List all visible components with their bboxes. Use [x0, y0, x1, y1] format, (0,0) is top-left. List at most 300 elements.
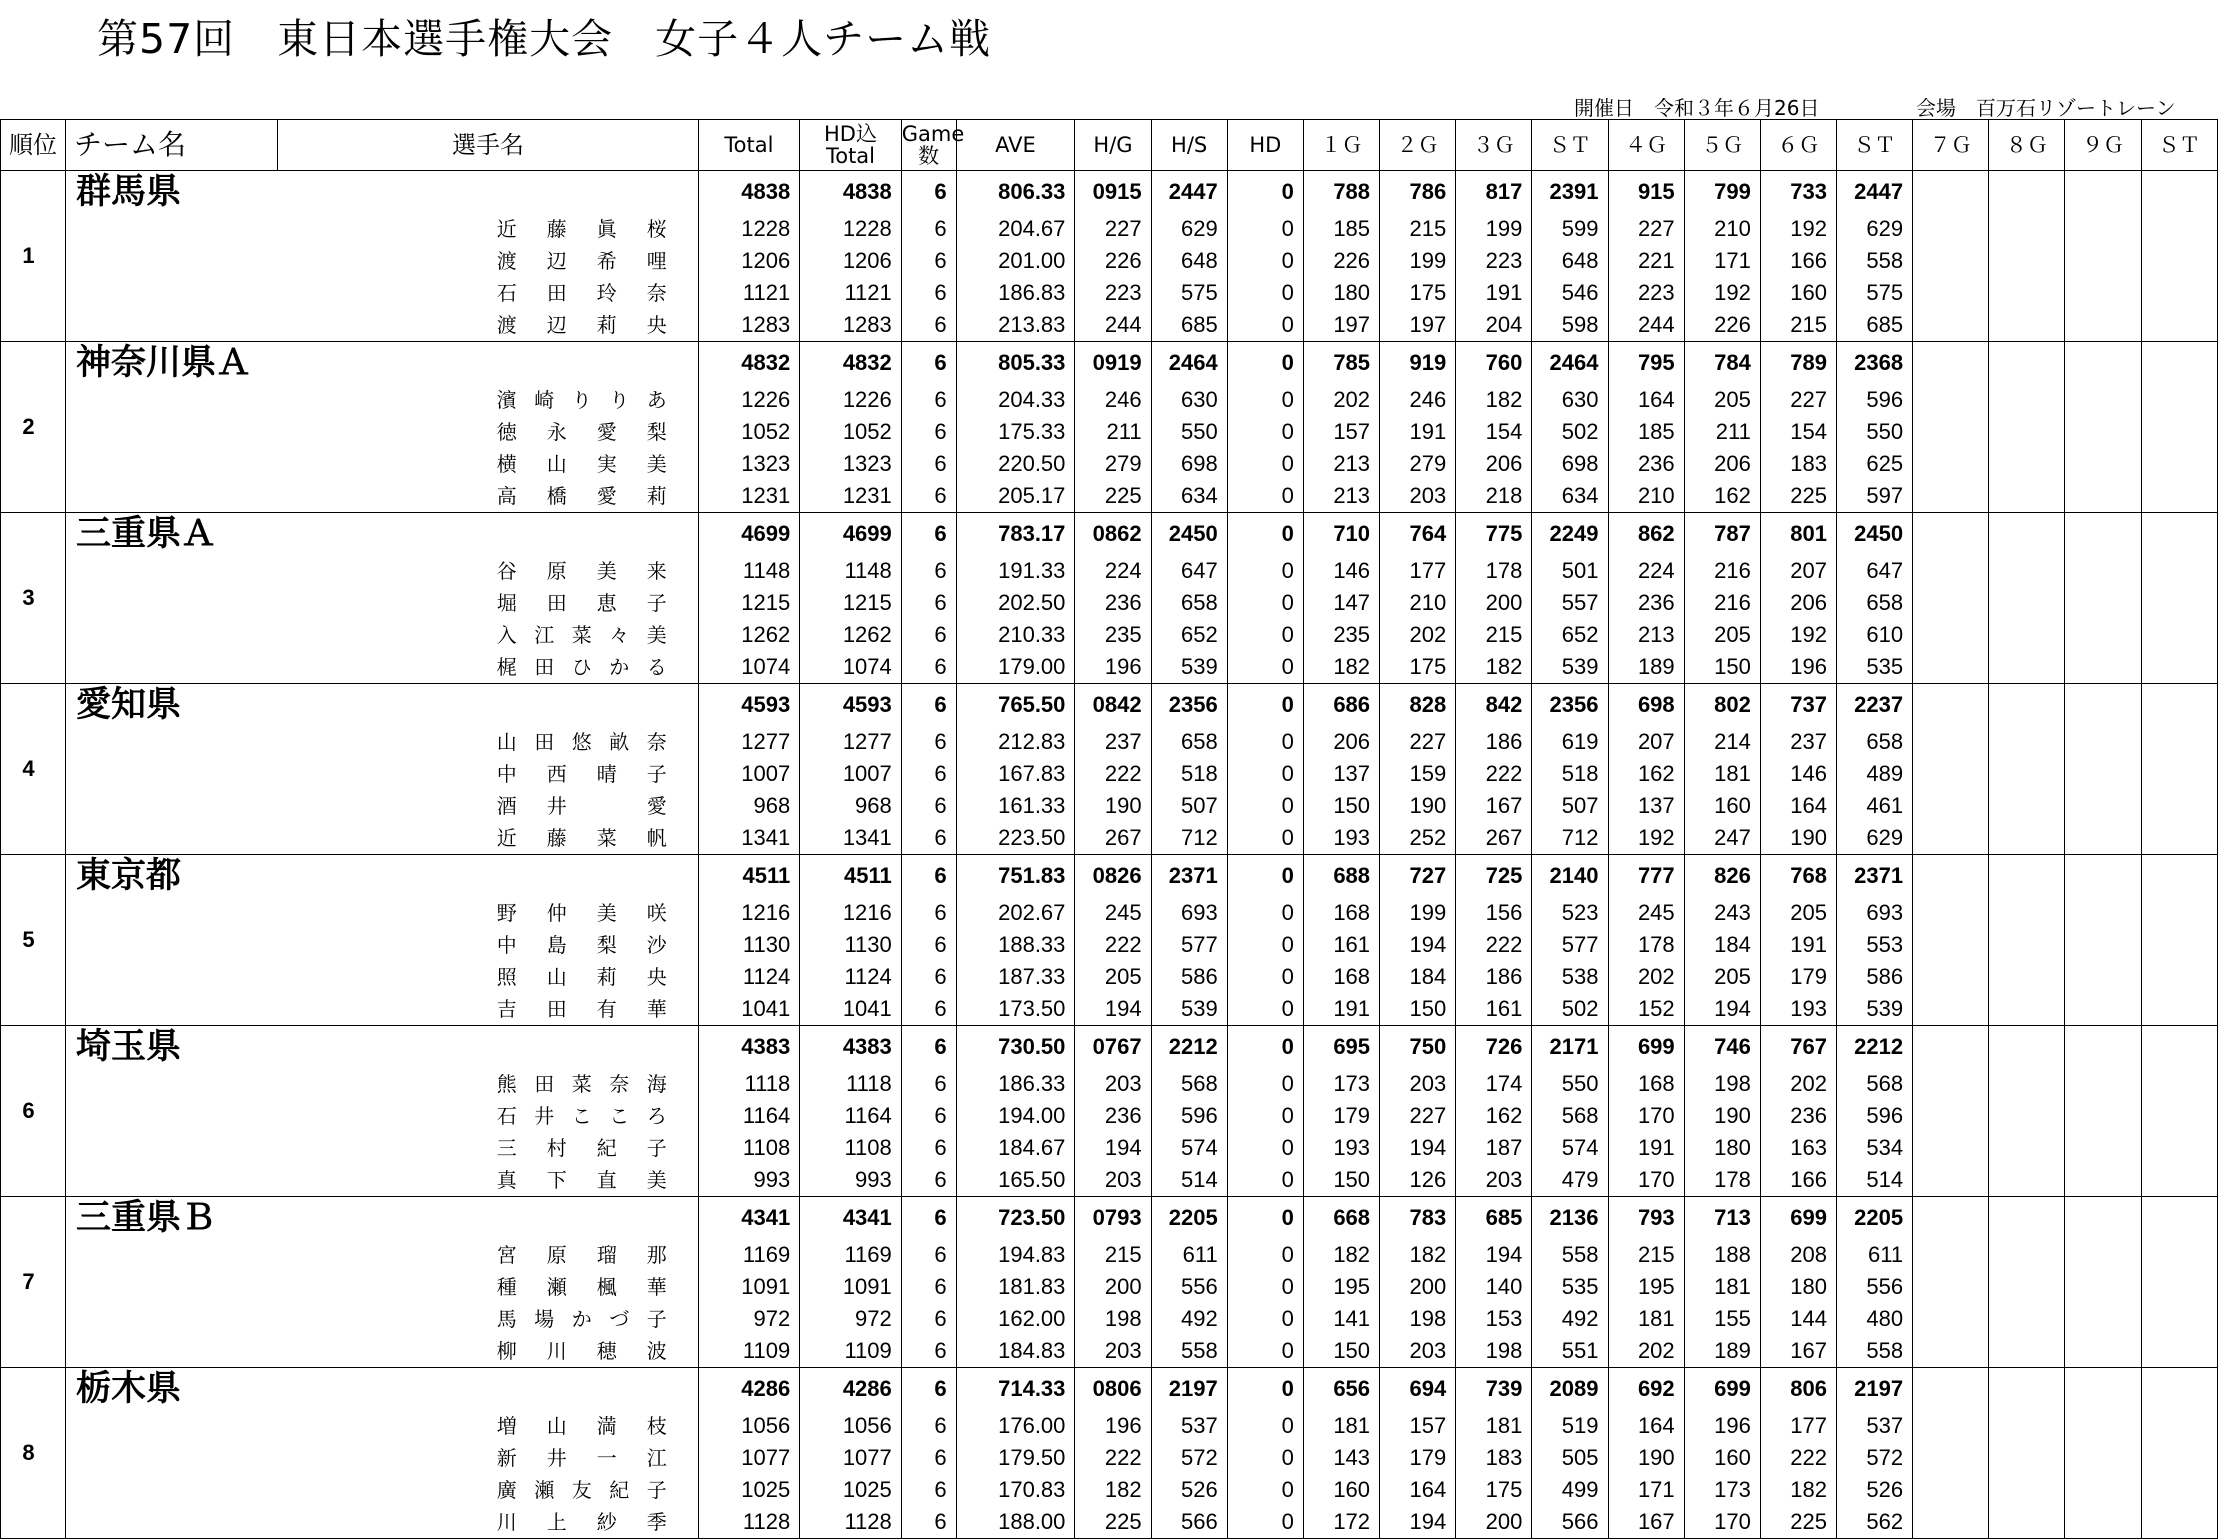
player-value-cell: 1121 — [800, 277, 902, 309]
team-row — [1, 171, 2218, 214]
player-value-cell: 1041 — [800, 993, 902, 1026]
player-value-cell: 535 — [1532, 1271, 1608, 1303]
player-value-cell: 1074 — [800, 651, 902, 684]
player-row — [1, 961, 2218, 993]
player-name: 谷原美来 — [496, 559, 667, 583]
team-value-cell: 2212 — [1836, 1026, 1912, 1069]
player-value-cell: 1164 — [698, 1100, 800, 1132]
player-row — [1, 929, 2218, 961]
player-value-cell: 198 — [1684, 1068, 1760, 1100]
player-value-cell: 537 — [1151, 1410, 1227, 1442]
team-name-spacer — [65, 1303, 277, 1335]
team-name-spacer — [65, 1239, 277, 1271]
player-value-cell: 698 — [1532, 448, 1608, 480]
team-value-cell: 0 — [1227, 1026, 1303, 1069]
player-value-cell: 157 — [1380, 1410, 1456, 1442]
player-value-cell: 216 — [1684, 587, 1760, 619]
player-value-cell: 197 — [1380, 309, 1456, 342]
player-value-cell: 222 — [1075, 758, 1151, 790]
player-value-cell: 518 — [1532, 758, 1608, 790]
player-value-cell: 226 — [1075, 245, 1151, 277]
team-value-cell: 4593 — [698, 684, 800, 727]
player-value-cell: 224 — [1075, 555, 1151, 587]
player-value-cell: 150 — [1684, 651, 1760, 684]
team-name-spacer — [65, 1068, 277, 1100]
player-value-cell: 1130 — [698, 929, 800, 961]
team-name-spacer — [65, 790, 277, 822]
team-value-cell: 727 — [1380, 855, 1456, 898]
player-value-cell: 227 — [1380, 1100, 1456, 1132]
player-value-cell: 6 — [901, 1100, 956, 1132]
player-value-cell: 6 — [901, 726, 956, 758]
player-value-cell: 0 — [1227, 555, 1303, 587]
empty-cell — [1913, 1474, 1989, 1506]
player-value-cell: 1169 — [800, 1239, 902, 1271]
team-value-cell: 2089 — [1532, 1368, 1608, 1411]
player-value-cell: 223 — [1456, 245, 1532, 277]
empty-cell — [1913, 855, 1989, 898]
player-value-cell: 186.83 — [956, 277, 1075, 309]
player-value-cell: 141 — [1303, 1303, 1379, 1335]
player-value-cell: 167 — [1456, 790, 1532, 822]
player-value-cell: 205 — [1684, 619, 1760, 651]
player-value-cell: 235 — [1075, 619, 1151, 651]
team-name: 三重県Ｂ — [65, 1197, 277, 1240]
player-cell — [278, 513, 698, 556]
player-value-cell: 203 — [1075, 1164, 1151, 1197]
player-value-cell: 629 — [1151, 213, 1227, 245]
team-value-cell: 2136 — [1532, 1197, 1608, 1240]
player-value-cell: 222 — [1075, 1442, 1151, 1474]
rank-cell: 1 — [1, 171, 66, 342]
player-value-cell: 173.50 — [956, 993, 1075, 1026]
player-name: 吉田有華 — [496, 997, 667, 1021]
team-row — [1, 1368, 2218, 1411]
player-value-cell: 201.00 — [956, 245, 1075, 277]
player-name-cell — [278, 651, 698, 684]
player-value-cell: 526 — [1151, 1474, 1227, 1506]
player-value-cell: 178 — [1456, 555, 1532, 587]
player-value-cell: 634 — [1151, 480, 1227, 513]
player-value-cell: 534 — [1836, 1132, 1912, 1164]
player-value-cell: 171 — [1608, 1474, 1684, 1506]
player-value-cell: 146 — [1303, 555, 1379, 587]
empty-cell — [2065, 1442, 2141, 1474]
team-value-cell: 2464 — [1532, 342, 1608, 385]
player-value-cell: 1323 — [698, 448, 800, 480]
empty-cell — [1913, 822, 1989, 855]
player-value-cell: 205 — [1075, 961, 1151, 993]
empty-cell — [1989, 1335, 2065, 1368]
empty-cell — [2065, 1410, 2141, 1442]
empty-cell — [2141, 855, 2217, 898]
player-row — [1, 1100, 2218, 1132]
empty-cell — [2141, 342, 2217, 385]
empty-cell — [2065, 758, 2141, 790]
player-value-cell: 188.33 — [956, 929, 1075, 961]
player-value-cell: 206 — [1760, 587, 1836, 619]
empty-cell — [1913, 961, 1989, 993]
empty-cell — [2065, 961, 2141, 993]
player-value-cell: 1226 — [800, 384, 902, 416]
player-value-cell: 178 — [1684, 1164, 1760, 1197]
player-name: 入江菜々美 — [496, 623, 667, 647]
player-value-cell: 1118 — [800, 1068, 902, 1100]
player-value-cell: 182 — [1075, 1474, 1151, 1506]
player-value-cell: 1128 — [800, 1506, 902, 1539]
player-value-cell: 167.83 — [956, 758, 1075, 790]
player-value-cell: 179 — [1760, 961, 1836, 993]
team-value-cell: 0 — [1227, 342, 1303, 385]
team-value-cell: 801 — [1760, 513, 1836, 556]
player-value-cell: 162 — [1456, 1100, 1532, 1132]
player-value-cell: 1228 — [800, 213, 902, 245]
player-value-cell: 196 — [1684, 1410, 1760, 1442]
player-value-cell: 203 — [1456, 1164, 1532, 1197]
player-value-cell: 693 — [1836, 897, 1912, 929]
team-row — [1, 342, 2218, 385]
empty-cell — [2065, 993, 2141, 1026]
player-value-cell: 155 — [1684, 1303, 1760, 1335]
empty-cell — [1989, 587, 2065, 619]
empty-cell — [1989, 342, 2065, 385]
empty-cell — [2065, 1506, 2141, 1539]
header-g8: ８Ｇ — [1989, 120, 2065, 171]
team-value-cell: 688 — [1303, 855, 1379, 898]
player-value-cell: 191 — [1456, 277, 1532, 309]
empty-cell — [1913, 758, 1989, 790]
empty-cell — [1913, 651, 1989, 684]
player-value-cell: 519 — [1532, 1410, 1608, 1442]
player-value-cell: 0 — [1227, 1132, 1303, 1164]
player-value-cell: 179.00 — [956, 651, 1075, 684]
player-value-cell: 575 — [1151, 277, 1227, 309]
player-value-cell: 137 — [1303, 758, 1379, 790]
player-value-cell: 202 — [1760, 1068, 1836, 1100]
player-value-cell: 6 — [901, 448, 956, 480]
player-value-cell: 223.50 — [956, 822, 1075, 855]
header-games — [901, 120, 965, 171]
player-value-cell: 6 — [901, 1506, 956, 1539]
player-value-cell: 191 — [1608, 1132, 1684, 1164]
player-value-cell: 153 — [1456, 1303, 1532, 1335]
player-value-cell: 577 — [1532, 929, 1608, 961]
player-value-cell: 183 — [1456, 1442, 1532, 1474]
player-value-cell: 164 — [1380, 1474, 1456, 1506]
player-value-cell: 1074 — [698, 651, 800, 684]
empty-cell — [2065, 1100, 2141, 1132]
player-value-cell: 176.00 — [956, 1410, 1075, 1442]
player-value-cell: 562 — [1836, 1506, 1912, 1539]
player-value-cell: 203 — [1380, 1068, 1456, 1100]
player-row — [1, 1474, 2218, 1506]
team-value-cell: 2464 — [1151, 342, 1227, 385]
player-value-cell: 6 — [901, 822, 956, 855]
player-value-cell: 6 — [901, 309, 956, 342]
team-value-cell: 733 — [1760, 171, 1836, 214]
header-hd-total-line1: HD込 — [824, 122, 877, 146]
player-value-cell: 187.33 — [956, 961, 1075, 993]
player-value-cell: 189 — [1684, 1335, 1760, 1368]
empty-cell — [2065, 309, 2141, 342]
player-value-cell: 6 — [901, 1410, 956, 1442]
player-value-cell: 194.83 — [956, 1239, 1075, 1271]
team-value-cell: 775 — [1456, 513, 1532, 556]
team-value-cell: 4832 — [800, 342, 902, 385]
player-value-cell: 0 — [1227, 1442, 1303, 1474]
player-value-cell: 225 — [1075, 1506, 1151, 1539]
player-name-cell — [278, 309, 698, 342]
player-name-cell — [278, 277, 698, 309]
player-value-cell: 0 — [1227, 213, 1303, 245]
player-value-cell: 150 — [1303, 1335, 1379, 1368]
player-name: 高橋愛莉 — [496, 484, 667, 508]
player-value-cell: 0 — [1227, 1164, 1303, 1197]
team-value-cell: 787 — [1684, 513, 1760, 556]
player-value-cell: 0 — [1227, 480, 1303, 513]
player-value-cell: 247 — [1684, 822, 1760, 855]
empty-cell — [1989, 993, 2065, 1026]
player-value-cell: 175 — [1380, 277, 1456, 309]
player-value-cell: 1108 — [800, 1132, 902, 1164]
player-value-cell: 619 — [1532, 726, 1608, 758]
player-value-cell: 179 — [1303, 1100, 1379, 1132]
player-value-cell: 551 — [1532, 1335, 1608, 1368]
player-value-cell: 147 — [1303, 587, 1379, 619]
player-value-cell: 1091 — [698, 1271, 800, 1303]
player-value-cell: 181 — [1456, 1410, 1532, 1442]
team-value-cell: 2237 — [1836, 684, 1912, 727]
player-name-cell — [278, 993, 698, 1026]
empty-cell — [1989, 1368, 2065, 1411]
player-name-cell — [278, 1164, 698, 1197]
player-name: 渡辺希哩 — [496, 249, 667, 273]
player-value-cell: 194 — [1684, 993, 1760, 1026]
team-value-cell: 795 — [1608, 342, 1684, 385]
team-value-cell: 710 — [1303, 513, 1379, 556]
header-row — [1, 120, 2218, 171]
player-value-cell: 972 — [800, 1303, 902, 1335]
player-value-cell: 625 — [1836, 448, 1912, 480]
player-name-cell — [278, 416, 698, 448]
team-value-cell: 6 — [901, 1368, 956, 1411]
player-value-cell: 170.83 — [956, 1474, 1075, 1506]
player-value-cell: 236 — [1608, 448, 1684, 480]
player-value-cell: 206 — [1456, 448, 1532, 480]
player-value-cell: 572 — [1836, 1442, 1912, 1474]
player-value-cell: 505 — [1532, 1442, 1608, 1474]
player-value-cell: 157 — [1303, 416, 1379, 448]
team-value-cell: 2197 — [1151, 1368, 1227, 1411]
empty-cell — [1989, 384, 2065, 416]
team-name-spacer — [65, 416, 277, 448]
player-cell — [278, 1197, 698, 1240]
player-value-cell: 1091 — [800, 1271, 902, 1303]
empty-cell — [2141, 448, 2217, 480]
player-value-cell: 6 — [901, 897, 956, 929]
player-row — [1, 245, 2218, 277]
team-value-cell: 694 — [1380, 1368, 1456, 1411]
player-value-cell: 220.50 — [956, 448, 1075, 480]
player-value-cell: 479 — [1532, 1164, 1608, 1197]
player-value-cell: 192 — [1760, 213, 1836, 245]
empty-cell — [1989, 480, 2065, 513]
player-value-cell: 206 — [1684, 448, 1760, 480]
empty-cell — [1913, 619, 1989, 651]
player-value-cell: 550 — [1836, 416, 1912, 448]
empty-cell — [1913, 897, 1989, 929]
player-value-cell: 0 — [1227, 619, 1303, 651]
player-value-cell: 652 — [1532, 619, 1608, 651]
player-cell — [278, 1026, 698, 1069]
player-value-cell: 237 — [1760, 726, 1836, 758]
team-value-cell: 0 — [1227, 1197, 1303, 1240]
player-value-cell: 252 — [1380, 822, 1456, 855]
player-name-cell — [278, 758, 698, 790]
team-value-cell: 4593 — [800, 684, 902, 727]
empty-cell — [2141, 309, 2217, 342]
team-value-cell: 760 — [1456, 342, 1532, 385]
empty-cell — [2141, 171, 2217, 214]
player-value-cell: 558 — [1151, 1335, 1227, 1368]
player-value-cell: 658 — [1151, 587, 1227, 619]
player-value-cell: 225 — [1760, 1506, 1836, 1539]
player-value-cell: 1341 — [698, 822, 800, 855]
header-g9: ９Ｇ — [2065, 120, 2141, 171]
empty-cell — [2141, 1068, 2217, 1100]
empty-cell — [2065, 619, 2141, 651]
player-value-cell: 236 — [1760, 1100, 1836, 1132]
player-value-cell: 1109 — [800, 1335, 902, 1368]
player-value-cell: 215 — [1608, 1239, 1684, 1271]
player-name: 濱崎りりあ — [496, 388, 667, 412]
player-value-cell: 215 — [1075, 1239, 1151, 1271]
empty-cell — [2065, 684, 2141, 727]
player-value-cell: 6 — [901, 1239, 956, 1271]
empty-cell — [2141, 1303, 2217, 1335]
player-value-cell: 501 — [1532, 555, 1608, 587]
player-name-cell — [278, 480, 698, 513]
player-value-cell: 0 — [1227, 1335, 1303, 1368]
team-name-spacer — [65, 213, 277, 245]
player-value-cell: 1041 — [698, 993, 800, 1026]
empty-cell — [1989, 1068, 2065, 1100]
player-value-cell: 0 — [1227, 416, 1303, 448]
empty-cell — [2065, 1068, 2141, 1100]
team-name-spacer — [65, 961, 277, 993]
player-name-cell — [278, 1239, 698, 1271]
player-name: 柳川穂波 — [496, 1339, 667, 1363]
player-value-cell: 246 — [1075, 384, 1151, 416]
team-value-cell: 786 — [1380, 171, 1456, 214]
player-value-cell: 191 — [1760, 929, 1836, 961]
player-name: 横山実美 — [496, 452, 667, 476]
team-name-spacer — [65, 1132, 277, 1164]
team-value-cell: 668 — [1303, 1197, 1379, 1240]
player-value-cell: 203 — [1075, 1068, 1151, 1100]
team-value-cell: 4699 — [800, 513, 902, 556]
player-name-cell — [278, 822, 698, 855]
player-value-cell: 200 — [1456, 1506, 1532, 1539]
player-value-cell: 202 — [1303, 384, 1379, 416]
player-value-cell: 0 — [1227, 1271, 1303, 1303]
empty-cell — [1913, 1335, 1989, 1368]
player-value-cell: 215 — [1760, 309, 1836, 342]
team-value-cell: 0862 — [1075, 513, 1151, 556]
empty-cell — [1989, 513, 2065, 556]
player-value-cell: 196 — [1760, 651, 1836, 684]
player-value-cell: 181.83 — [956, 1271, 1075, 1303]
player-value-cell: 178 — [1608, 929, 1684, 961]
player-name: 堀田恵子 — [496, 591, 667, 615]
player-value-cell: 144 — [1760, 1303, 1836, 1335]
team-value-cell: 2249 — [1532, 513, 1608, 556]
player-value-cell: 177 — [1380, 555, 1456, 587]
empty-cell — [1913, 277, 1989, 309]
player-value-cell: 181 — [1684, 1271, 1760, 1303]
empty-cell — [1913, 587, 1989, 619]
header-games-line2: 数 — [918, 144, 940, 168]
player-value-cell: 221 — [1608, 245, 1684, 277]
player-value-cell: 492 — [1532, 1303, 1608, 1335]
player-value-cell: 175 — [1380, 651, 1456, 684]
team-name: 群馬県 — [65, 171, 277, 214]
team-name-spacer — [65, 448, 277, 480]
player-value-cell: 187 — [1456, 1132, 1532, 1164]
team-name: 栃木県 — [65, 1368, 277, 1411]
empty-cell — [2065, 929, 2141, 961]
player-row — [1, 1410, 2218, 1442]
player-value-cell: 194 — [1075, 1132, 1151, 1164]
player-value-cell: 192 — [1684, 277, 1760, 309]
player-cell — [278, 855, 698, 898]
player-value-cell: 0 — [1227, 245, 1303, 277]
player-value-cell: 566 — [1151, 1506, 1227, 1539]
team-value-cell: 739 — [1456, 1368, 1532, 1411]
player-name: 増山満枝 — [496, 1414, 667, 1438]
player-value-cell: 0 — [1227, 961, 1303, 993]
player-name: 馬場かづ子 — [496, 1307, 667, 1331]
player-value-cell: 213.83 — [956, 309, 1075, 342]
player-value-cell: 215 — [1380, 213, 1456, 245]
player-value-cell: 222 — [1456, 929, 1532, 961]
player-value-cell: 518 — [1151, 758, 1227, 790]
player-name-cell — [278, 1442, 698, 1474]
header-rank: 順位 — [1, 120, 66, 171]
player-value-cell: 575 — [1836, 277, 1912, 309]
empty-cell — [2141, 684, 2217, 727]
player-value-cell: 634 — [1532, 480, 1608, 513]
player-value-cell: 539 — [1151, 993, 1227, 1026]
player-value-cell: 6 — [901, 384, 956, 416]
empty-cell — [2141, 480, 2217, 513]
team-value-cell: 723.50 — [956, 1197, 1075, 1240]
player-name: 新井一江 — [496, 1446, 667, 1470]
empty-cell — [1989, 1164, 2065, 1197]
team-name-spacer — [65, 309, 277, 342]
team-value-cell: 4341 — [800, 1197, 902, 1240]
player-value-cell: 1262 — [698, 619, 800, 651]
player-row — [1, 1442, 2218, 1474]
player-value-cell: 0 — [1227, 587, 1303, 619]
player-name-cell — [278, 448, 698, 480]
team-value-cell: 0 — [1227, 513, 1303, 556]
team-name-spacer — [65, 1410, 277, 1442]
player-value-cell: 200 — [1456, 587, 1532, 619]
player-name: 酒井 愛 — [496, 794, 667, 818]
empty-cell — [2065, 1026, 2141, 1069]
player-value-cell: 194 — [1075, 993, 1151, 1026]
